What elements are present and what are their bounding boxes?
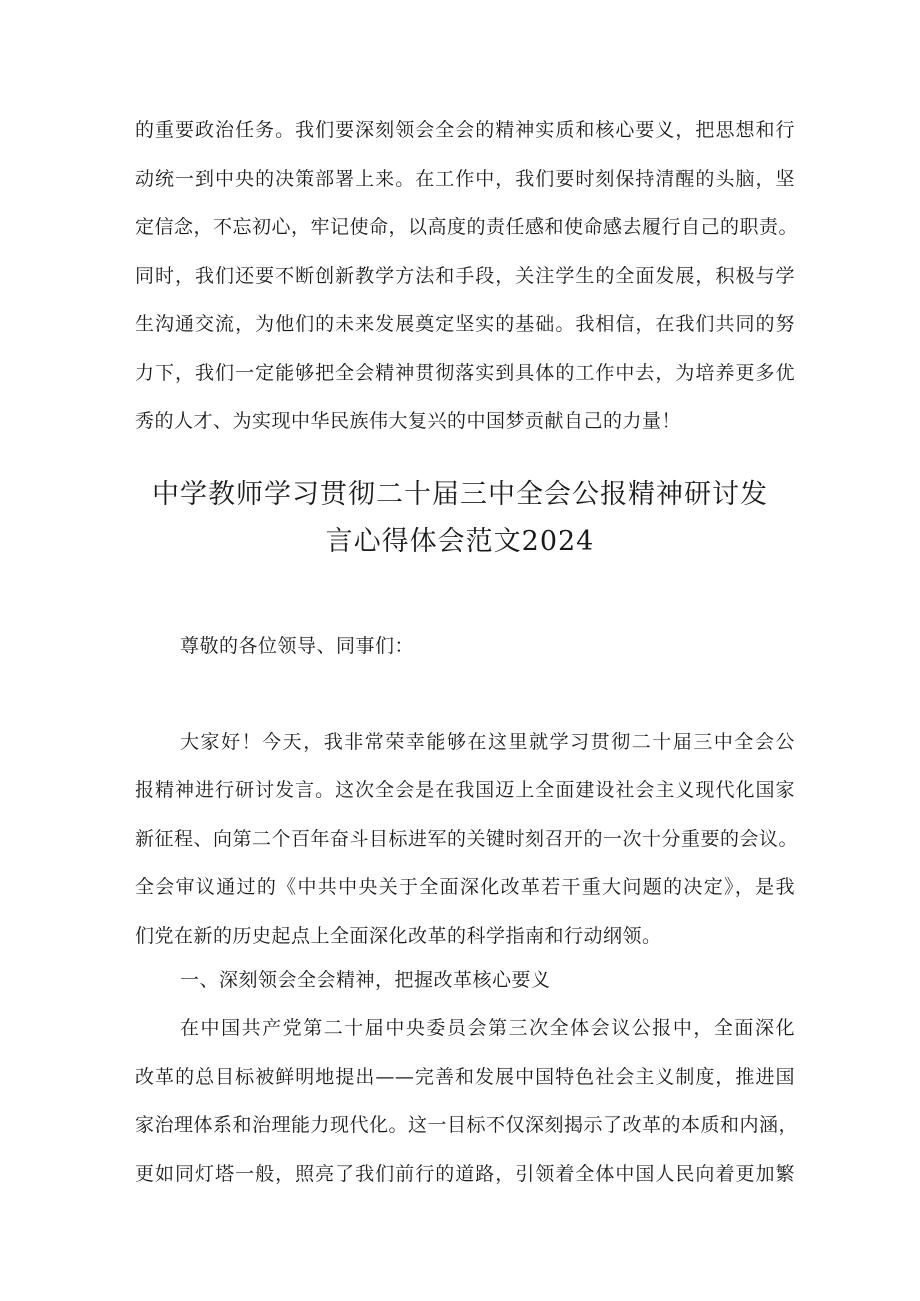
intro-line: 力下，我们一定能够把全会精神贯彻落实到具体的工作中去，为培养更多优 [135,362,795,384]
intro-line: 定信念，不忘初心，牢记使命，以高度的责任感和使命感去履行自己的职责。 [135,216,799,238]
greeting-line: 们党在新的历史起点上全面深化改革的科学指南和行动纲领。 [135,925,662,947]
intro-line: 的重要政治任务。我们要深刻领会全会的精神实质和核心要义，把思想和行 [135,119,795,141]
intro-line: 动统一到中央的决策部署上来。在工作中，我们要时刻保持清醒的头脑，坚 [135,168,795,190]
document-title-line-2: 言心得体会范文2024 [325,526,595,557]
document-title-line-1: 中学教师学习贯彻二十届三中全会公报精神研讨发 [152,479,768,510]
greeting-line: 全会审议通过的《中共中央关于全面深化改革若干重大问题的决定》，是我 [135,876,795,898]
intro-line: 生沟通交流，为他们的未来发展奠定坚实的基础。我相信，在我们共同的努 [135,313,795,335]
salutation: 尊敬的各位领导、同事们： [180,635,415,657]
section-line: 更如同灯塔一般，照亮了我们前行的道路，引领着全体中国人民向着更加繁 [135,1163,795,1185]
section-line: 在中国共产党第二十届中央委员会第三次全体会议公报中，全面深化 [180,1017,795,1039]
greeting-line: 报精神进行研讨发言。这次全会是在我国迈上全面建设社会主义现代化国家 [135,779,795,801]
greeting-line: 新征程、向第二个百年奋斗目标进军的关键时刻召开的一次十分重要的会议。 [135,828,799,850]
section-line: 改革的总目标被鲜明地提出——完善和发展中国特色社会主义制度，推进国 [135,1066,795,1088]
section-heading: 一、深刻领会全会精神，把握改革核心要义 [180,969,551,991]
intro-line: 秀的人才、为实现中华民族伟大复兴的中国梦贡献自己的力量！ [135,410,682,432]
greeting-line: 大家好！今天，我非常荣幸能够在这里就学习贯彻二十届三中全会公 [180,731,795,753]
intro-line: 同时，我们还要不断创新教学方法和手段，关注学生的全面发展，积极与学 [135,265,795,287]
section-line: 家治理体系和治理能力现代化。这一目标不仅深刻揭示了改革的本质和内涵， [135,1114,799,1136]
